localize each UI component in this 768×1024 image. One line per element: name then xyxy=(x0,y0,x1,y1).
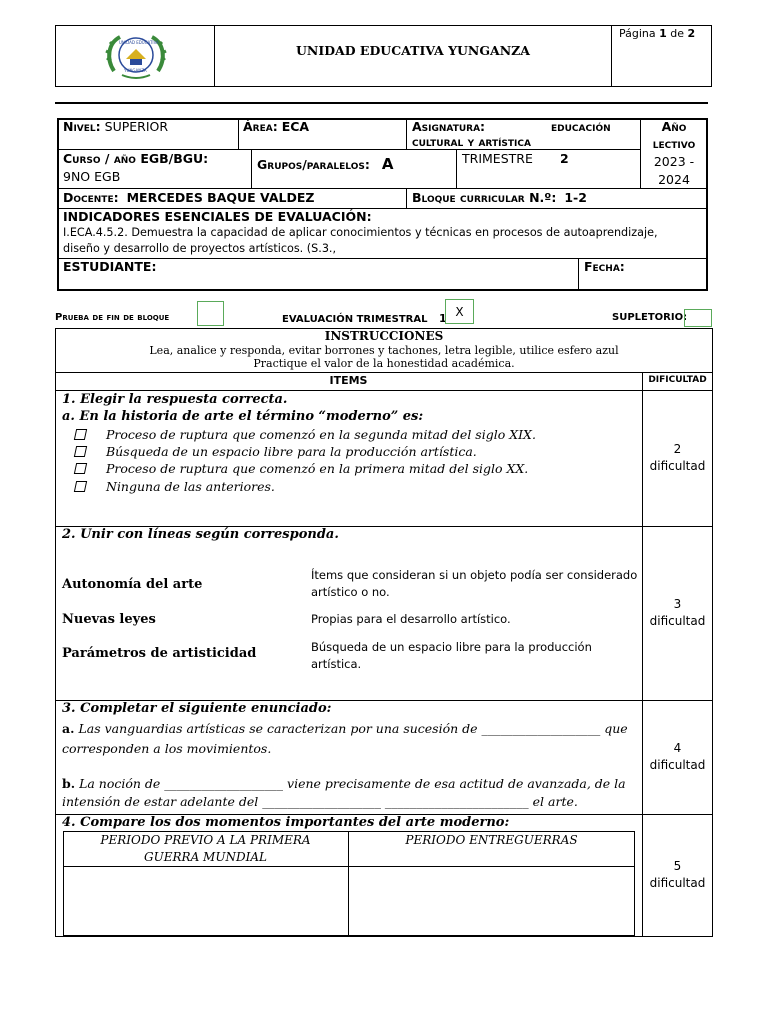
q3-title: 3. Completar el siguiente enunciado: xyxy=(62,701,332,716)
trimestre-value: 2 xyxy=(560,151,569,166)
estudiante-label: ESTUDIANTE: xyxy=(63,259,157,274)
q1-difficulty-value: 2 xyxy=(673,442,682,456)
asignatura-label: Asignatura: xyxy=(412,119,486,134)
q1-difficulty xyxy=(642,441,713,475)
q2-title: 2. Unir con líneas según corresponda. xyxy=(62,527,339,542)
q2-left-2: Nuevas leyes xyxy=(62,612,156,627)
q3-b-text-1: La noción de ___________________ viene precisamente de esa actitud de avanzada, de la xyxy=(79,776,626,791)
trimestre-label: TRIMESTRE xyxy=(462,151,533,166)
q4-answer-cell-1[interactable] xyxy=(64,867,348,935)
q1-option-1[interactable] xyxy=(75,427,536,442)
instructions-title: INSTRUCCIONES xyxy=(324,329,444,343)
q2-difficulty xyxy=(642,596,713,630)
q3-difficulty-label: dificultad xyxy=(649,758,706,772)
docente-value: MERCEDES BAQUE VALDEZ xyxy=(126,190,315,205)
q2-right-2: Propias para el desarrollo artístico. xyxy=(311,612,511,626)
col-line-bloque xyxy=(406,188,407,208)
school-crest-icon xyxy=(104,31,168,83)
supletorio-checkbox[interactable] xyxy=(684,309,712,327)
q2-left-3: Parámetros de artisticidad xyxy=(62,646,257,661)
q4-difficulty xyxy=(642,858,713,892)
q1-option-text: Búsqueda de un espacio libre para la producción artística. xyxy=(106,444,477,459)
q1-difficulty-label: dificultad xyxy=(649,459,706,473)
trimestral-mark: X xyxy=(455,305,464,319)
docente-label: Docente: xyxy=(63,190,119,205)
page-label: Página xyxy=(619,27,656,40)
area-value: ECA xyxy=(281,119,310,134)
docente-field xyxy=(63,190,315,205)
q2-difficulty-value: 3 xyxy=(673,597,682,611)
instructions-bottom-line xyxy=(55,372,713,373)
page-of: de xyxy=(670,27,685,40)
q1-option-text: Proceso de ruptura que comenzó en la segunda mitad del siglo XIX. xyxy=(106,427,536,442)
anio-label-2: lectivo xyxy=(652,136,696,151)
nivel-field xyxy=(63,119,168,134)
trimestral-checkbox[interactable] xyxy=(445,299,474,324)
checkbox-icon[interactable] xyxy=(74,463,87,474)
q3-a-text-1: Las vanguardias artísticas se caracterizan por una sucesión de ___________________ que xyxy=(78,721,628,736)
prueba-label: Prueba de fin de bloque xyxy=(55,312,170,323)
q1-option-4[interactable] xyxy=(75,479,275,494)
trimestral-field xyxy=(282,312,447,325)
header-rule xyxy=(55,102,708,104)
q1-option-text: Proceso de ruptura que comenzó en la primera mitad del siglo XX. xyxy=(106,461,529,476)
q2-left-1: Autonomía del arte xyxy=(62,577,203,592)
q3-a-label: a. xyxy=(62,721,75,736)
row-line-1 xyxy=(57,149,640,150)
nivel-value: SUPERIOR xyxy=(104,119,169,134)
q2-right-3a: Búsqueda de un espacio libre para la producción xyxy=(311,640,592,654)
area-field xyxy=(243,119,309,134)
instructions-line-1: Lea, analice y responda, evitar borrones y tachones, letra legible, utilice esfero azul xyxy=(149,344,619,357)
grupos-field xyxy=(257,155,393,173)
fecha-label: Fecha: xyxy=(584,259,625,274)
school-name: UNIDAD EDUCATIVA YUNGANZA xyxy=(296,43,530,58)
indicadores-label: INDICADORES ESENCIALES DE EVALUACIÓN: xyxy=(63,209,372,224)
supletorio-label: SUPLETORIO: xyxy=(612,312,688,323)
header-divider-right xyxy=(611,25,612,87)
curso-label: Curso / año EGB/BGU: xyxy=(63,151,209,166)
q1-subtitle: a. En la historia de arte el término “moderno” es: xyxy=(62,409,424,424)
col-line-asignatura xyxy=(406,118,407,149)
logo-text-top: UNIDAD EDUCATIVA xyxy=(119,40,159,45)
anio-label-1: Año xyxy=(661,119,687,134)
bloque-field xyxy=(412,190,587,205)
col-line-fecha xyxy=(578,258,579,291)
q1-title: 1. Elegir la respuesta correcta. xyxy=(62,392,288,407)
q4-col2: PERIODO ENTREGUERRAS xyxy=(405,833,578,847)
q4-title: 4. Compare los dos momentos importantes del arte moderno: xyxy=(62,815,510,830)
grupos-label: Grupos/paralelos: xyxy=(257,157,370,172)
col-line-area xyxy=(238,118,239,149)
bloque-label: Bloque curricular N.º: xyxy=(412,190,557,205)
area-label: Área: xyxy=(243,119,278,134)
q3-a-text-2: corresponden a los movimientos. xyxy=(62,741,272,756)
q2-difficulty-label: dificultad xyxy=(649,614,706,628)
logo-text-bottom: YUNGANZA xyxy=(124,68,147,73)
page-total: 2 xyxy=(687,27,696,40)
q3-difficulty xyxy=(642,740,713,774)
q4-difficulty-label: dificultad xyxy=(649,876,706,890)
q3-b-line-1 xyxy=(62,776,626,791)
q4-answer-cell-2[interactable] xyxy=(349,867,634,935)
items-header-bottom-line xyxy=(55,390,713,391)
col-line-trimestre xyxy=(456,149,457,188)
asignatura-value-2: cultural y artística xyxy=(412,134,531,149)
difficulty-header: DIFICULTAD xyxy=(648,375,707,385)
q1-option-3[interactable] xyxy=(75,461,528,476)
q3-b-label: b. xyxy=(62,776,76,791)
school-logo xyxy=(104,31,168,83)
q1-option-2[interactable] xyxy=(75,444,477,459)
nivel-label: Nivel: xyxy=(63,119,101,134)
q3-b-text-2: intensión de estar adelante del ___________________ _______________________ el arte. xyxy=(62,794,578,809)
checkbox-icon[interactable] xyxy=(74,446,87,457)
instructions-line-2: Practique el valor de la honestidad académica. xyxy=(253,357,515,370)
trimestral-label: EVALUACIÓN TRIMESTRAL xyxy=(282,314,428,325)
anio-value-1: 2023 - xyxy=(653,154,695,169)
q2-right-1a: Ítems que consideran si un objeto podía ser considerado xyxy=(311,568,638,582)
q4-difficulty-value: 5 xyxy=(673,859,682,873)
col-line-grupos xyxy=(251,149,252,188)
q3-difficulty-value: 4 xyxy=(673,741,682,755)
q3-a-line-1 xyxy=(62,721,628,736)
anio-value-2: 2024 xyxy=(658,172,690,187)
checkbox-icon[interactable] xyxy=(74,429,87,440)
page-current: 1 xyxy=(659,27,667,40)
q2-right-3b: artística. xyxy=(311,657,362,671)
checkbox-icon[interactable] xyxy=(74,481,87,492)
indicadores-line-1: I.ECA.4.5.2. Demuestra la capacidad de aplicar conocimientos y técnicas en procesos de autoaprendizaje, xyxy=(63,226,658,239)
indicadores-line-2: diseño y desarrollo de proyectos artísticos. (S.3., xyxy=(63,242,337,255)
q4-col1-line1: PERIODO PREVIO A LA PRIMERA xyxy=(100,833,311,847)
q4-col1-line2: GUERRA MUNDIAL xyxy=(144,850,267,864)
page-number xyxy=(619,27,695,40)
items-header: ITEMS xyxy=(329,374,368,387)
trimestral-number: 1 xyxy=(438,312,447,325)
grupos-value: A xyxy=(381,155,394,173)
q1-option-text: Ninguna de las anteriores. xyxy=(106,479,275,494)
asignatura-value-1: educación xyxy=(551,119,611,134)
bloque-value: 1-2 xyxy=(564,190,587,205)
row-line-2 xyxy=(57,188,708,189)
q2-right-1b: artístico o no. xyxy=(311,585,390,599)
prueba-checkbox[interactable] xyxy=(197,301,224,326)
curso-value: 9NO EGB xyxy=(63,169,121,184)
